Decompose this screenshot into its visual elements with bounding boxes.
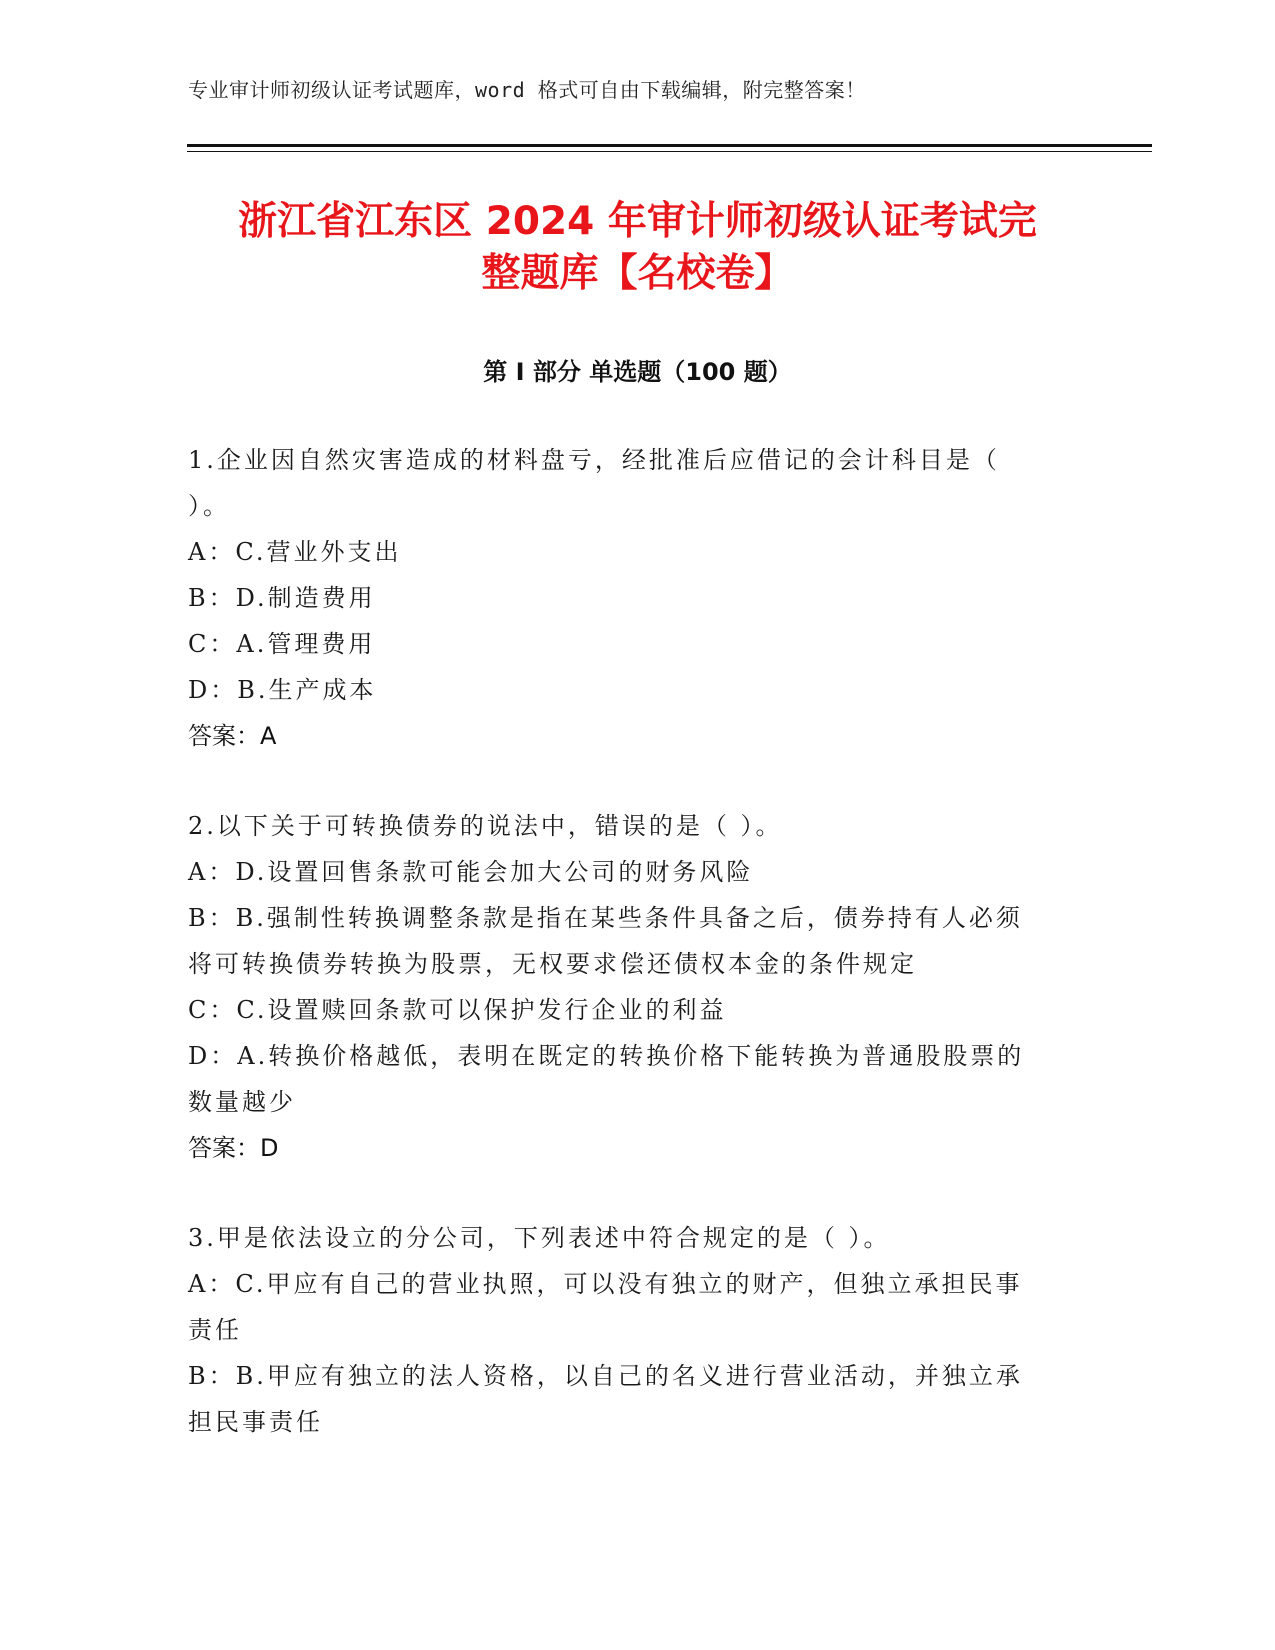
- option-a-continued: 责任: [188, 1316, 242, 1344]
- answer: 答案：A: [188, 722, 277, 750]
- section-title: 第 I 部分 单选题（100 题）: [483, 358, 792, 386]
- header-rule-thin: [187, 151, 1152, 152]
- question-item: [188, 437, 1078, 759]
- document-title: [160, 196, 1115, 300]
- option-c: C：C.设置赎回条款可以保护发行企业的利益: [188, 996, 727, 1024]
- option-d-continued: 数量越少: [188, 1088, 296, 1116]
- option-a: A：D.设置回售条款可能会加大公司的财务风险: [188, 858, 754, 886]
- document-title-line-1: 浙江省江东区 2024 年审计师初级认证考试完: [238, 199, 1037, 244]
- option-b-continued: 将可转换债券转换为股票，无权要求偿还债权本金的条件规定: [188, 950, 917, 978]
- question-stem: 3.甲是依法设立的分公司，下列表述中符合规定的是（ ）。: [188, 1224, 891, 1252]
- option-b: B：D.制造费用: [188, 584, 376, 612]
- option-d: D：A.转换价格越低，表明在既定的转换价格下能转换为普通股股票的: [188, 1042, 1025, 1070]
- question-item: [188, 803, 1078, 1171]
- page-header: 专业审计师初级认证考试题库，word 格式可自由下载编辑，附完整答案！: [188, 78, 866, 102]
- document-title-line-2: 整题库【名校卷】: [481, 251, 794, 296]
- option-c: C：A.管理费用: [188, 630, 376, 658]
- option-a: A：C.营业外支出: [188, 538, 402, 566]
- question-stem: ）。: [188, 492, 230, 520]
- header-rule-thick: [187, 144, 1152, 147]
- option-d: D：B.生产成本: [188, 676, 377, 704]
- question-list: [188, 437, 1078, 1489]
- question-item: [188, 1215, 1078, 1445]
- option-b: B：B.强制性转换调整条款是指在某些条件具备之后，债券持有人必须: [188, 904, 1023, 932]
- question-stem: 2.以下关于可转换债券的说法中，错误的是（ ）。: [188, 812, 783, 840]
- answer: 答案：D: [188, 1134, 279, 1162]
- option-b-continued: 担民事责任: [188, 1408, 323, 1436]
- question-stem: 1.企业因自然灾害造成的材料盘亏，经批准后应借记的会计科目是（: [188, 446, 1000, 474]
- option-a: A：C.甲应有自己的营业执照，可以没有独立的财产，但独立承担民事: [188, 1270, 1023, 1298]
- option-b: B：B.甲应有独立的法人资格，以自己的名义进行营业活动，并独立承: [188, 1362, 1023, 1390]
